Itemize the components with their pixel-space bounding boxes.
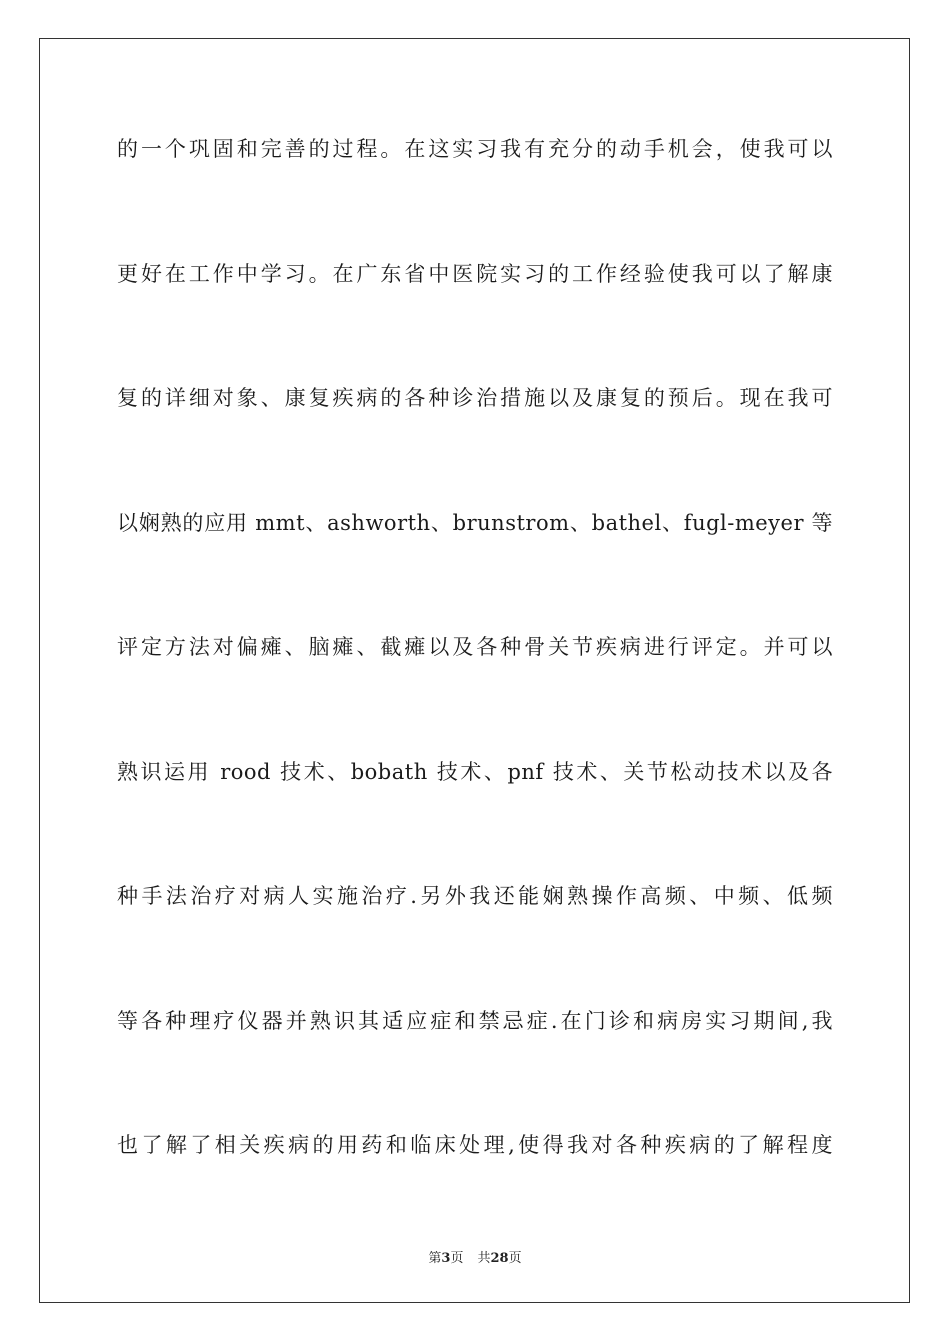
text-line: 的一个巩固和完善的过程。在这实习我有充分的动手机会，使我可以: [117, 137, 833, 161]
total-suffix: 页: [508, 1251, 522, 1266]
text-line: 等各种理疗仪器并熟识其适应症和禁忌症.在门诊和病房实习期间,我: [117, 1008, 833, 1033]
page-prefix: 第: [428, 1251, 442, 1266]
text-line: 复的详细对象、康复疾病的各种诊治措施以及康复的预后。现在我可: [117, 386, 833, 410]
text-line: 种手法治疗对病人实施治疗.另外我还能娴熟操作高频、中频、低频: [117, 884, 833, 908]
text-line: 也了解了相关疾病的用药和临床处理,使得我对各种疾病的了解程度: [117, 1133, 833, 1157]
body-text: [117, 124, 833, 1245]
total-pages: 28: [490, 1251, 509, 1266]
page-suffix: 页: [450, 1251, 464, 1266]
page-number: 3: [441, 1251, 451, 1266]
page-footer: [0, 1247, 950, 1266]
text-line: 评定方法对偏瘫、脑瘫、截瘫以及各种骨关节疾病进行评定。并可以: [117, 635, 833, 659]
text-line: 以娴熟的应用 mmt、ashworth、brunstrom、bathel、fugl-meyer 等: [117, 510, 833, 535]
total-prefix: 共: [477, 1251, 491, 1266]
text-line: 熟识运用 rood 技术、bobath 技术、pnf 技术、关节松动技术以及各: [117, 759, 833, 784]
text-line: 更好在工作中学习。在广东省中医院实习的工作经验使我可以了解康: [117, 261, 833, 286]
